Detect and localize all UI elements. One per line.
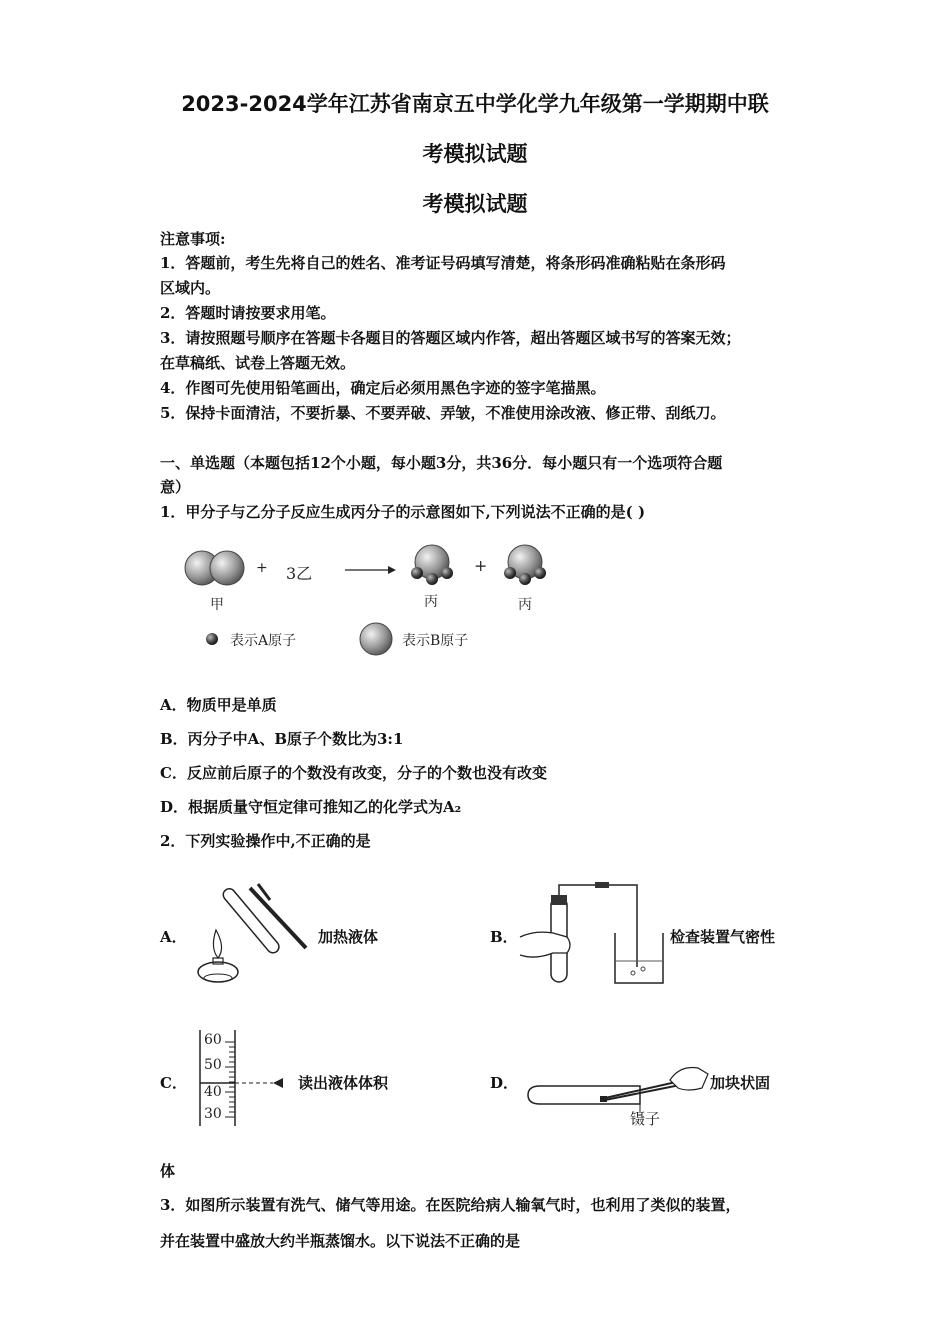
bubble bbox=[631, 971, 635, 975]
lamp-base bbox=[204, 974, 232, 982]
question-1-stem: 1．甲分子与乙分子反应生成丙分子的示意图如下,下列说法不正确的是( ) bbox=[160, 503, 646, 521]
question-2-stem: 2．下列实验操作中,不正确的是 bbox=[160, 832, 371, 850]
legend-b-atom bbox=[360, 623, 392, 655]
notice-item: 区域内。 bbox=[160, 279, 221, 297]
q2-option-b-letter: B． bbox=[490, 928, 518, 946]
notice-item: 4．作图可先使用铅笔画出，确定后必须用黑色字迹的签字笔描黑。 bbox=[160, 379, 606, 397]
beaker bbox=[615, 933, 663, 983]
delivery-tube bbox=[559, 885, 637, 967]
arrow-head bbox=[388, 566, 396, 574]
page-title-line2: 考模拟试题 bbox=[422, 142, 528, 166]
a-atom bbox=[441, 567, 453, 579]
tick-label: 60 bbox=[204, 1032, 222, 1048]
notice-heading: 注意事项: bbox=[160, 230, 226, 248]
plus-sign: + bbox=[256, 560, 268, 576]
label-bing: 丙 bbox=[518, 597, 532, 613]
q1-option-d: D．根据质量守恒定律可推知乙的化学式为A₂ bbox=[160, 798, 462, 816]
airtightness-figure bbox=[515, 875, 665, 990]
q1-option-b: B．丙分子中A、B原子个数比为3:1 bbox=[160, 730, 404, 748]
q2-option-d-caption: 加块状固 bbox=[710, 1074, 771, 1092]
notice-item: 2．答题时请按要求用笔。 bbox=[160, 304, 336, 322]
add-solid-figure bbox=[520, 1060, 710, 1120]
q2-option-d-letter: D． bbox=[490, 1074, 519, 1092]
section-heading-cont: 意） bbox=[160, 478, 191, 496]
notice-item: 在草稿纸、试卷上答题无效。 bbox=[160, 354, 356, 372]
legend-b-text: 表示B原子 bbox=[402, 633, 469, 649]
q2-option-c-letter: C． bbox=[160, 1074, 187, 1092]
a-atom bbox=[411, 567, 423, 579]
legend-a-text: 表示A原子 bbox=[230, 633, 297, 649]
tweezers-label: 镊子 bbox=[630, 1110, 661, 1128]
q1-option-a: A．物质甲是单质 bbox=[160, 696, 277, 714]
rubber-joint bbox=[595, 882, 609, 888]
question-3-stem: 3．如图所示装置有洗气、储气等用途。在医院给病人输氧气时，也利用了类似的装置， bbox=[160, 1196, 741, 1214]
tick-label: 40 bbox=[204, 1084, 222, 1100]
test-tube bbox=[221, 886, 282, 955]
hand bbox=[520, 932, 570, 957]
page-title: 2023-2024学年江苏省南京五中学化学九年级第一学期期中联 bbox=[181, 92, 769, 116]
flame bbox=[213, 930, 221, 958]
question-3-stem-cont: 并在装置中盛放大约半瓶蒸馏水。以下说法不正确的是 bbox=[160, 1232, 521, 1250]
heating-liquid-figure bbox=[188, 870, 318, 990]
plus-sign: + bbox=[474, 556, 488, 575]
q1-option-c: C．反应前后原子的个数没有改变，分子的个数也没有改变 bbox=[160, 764, 547, 782]
notice-item: 5．保持卡面清洁，不要折暴、不要弄破、弄皱，不准使用涂改液、修正带、刮纸刀。 bbox=[160, 404, 726, 422]
eye-icon bbox=[273, 1078, 283, 1088]
legend-a-atom bbox=[206, 633, 218, 645]
a-atom bbox=[534, 567, 546, 579]
q2-option-d-caption-cont: 体 bbox=[160, 1162, 176, 1180]
solid-block bbox=[600, 1096, 607, 1102]
tick-label: 50 bbox=[204, 1057, 222, 1073]
label-bing: 丙 bbox=[424, 594, 438, 610]
a-atom bbox=[426, 573, 438, 585]
label-jia: 甲 bbox=[210, 597, 224, 613]
reactant-yi: 3乙 bbox=[286, 564, 313, 583]
q2-option-a-letter: A． bbox=[160, 928, 187, 946]
q2-option-b-caption: 检查装置气密性 bbox=[670, 928, 776, 946]
tick-label: 30 bbox=[204, 1106, 222, 1122]
b-atom bbox=[210, 551, 244, 585]
q2-option-a-caption: 加热液体 bbox=[318, 928, 379, 946]
a-atom bbox=[519, 573, 531, 585]
a-atom bbox=[504, 567, 516, 579]
notice-item: 3．请按照题号顺序在答题卡各题目的答题区域内作答，超出答题区域书写的答案无效； bbox=[160, 329, 741, 347]
section-heading: 一、单选题（本题包括12个小题，每小题3分，共36分．每小题只有一个选项符合题 bbox=[160, 454, 723, 472]
q2-option-c-caption: 读出液体体积 bbox=[298, 1074, 389, 1092]
bubble bbox=[641, 967, 645, 971]
stopper bbox=[551, 895, 567, 905]
page-subtitle: 考模拟试题 bbox=[422, 192, 528, 216]
horizontal-test-tube bbox=[528, 1086, 640, 1104]
notice-item: 1．答题前，考生先将自己的姓名、准考证号码填写清楚，将条形码准确粘贴在条形码 bbox=[160, 254, 726, 272]
